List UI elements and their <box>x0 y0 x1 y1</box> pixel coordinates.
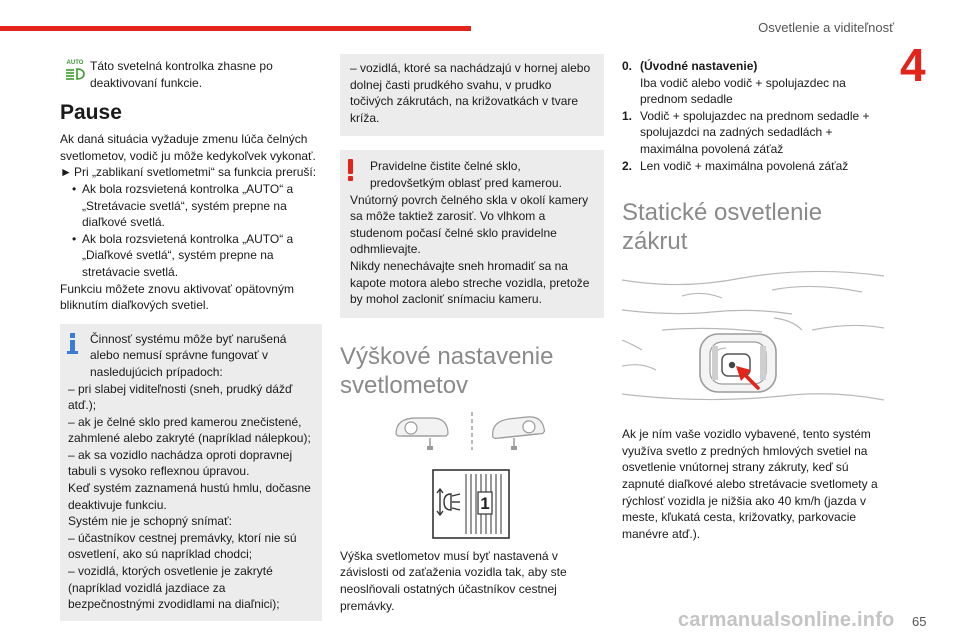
column-3 <box>622 58 890 542</box>
info-item-2: – ak je čelné sklo pred kamerou znečistené, zahmlené alebo zakryté (napríklad nálepkou); <box>68 414 311 446</box>
info-icon <box>66 333 79 355</box>
pause-bullet-2-text: Ak bola rozsvietená kontrolka „AUTO“ a „Diaľkové svetlá“, systém prepne na stretávacie svetlá. <box>82 231 294 279</box>
warning-lead: Pravidelne čistite čelné sklo, predovšetkým oblasť pred kamerou. <box>370 159 562 190</box>
pause-intro: Ak daná situácia vyžaduje zmenu lúča čelných svetlometov, vodič ju môže kedykoľvek vykonať. <box>60 132 316 163</box>
headlamp-leveling-heading: Výškové nastavenie svetlometov <box>340 342 554 399</box>
load-item-0-title: (Úvodné nastavenie) <box>640 59 758 73</box>
headlamp-leveling-illustration <box>340 412 604 540</box>
info-lead: Činnosť systému môže byť narušená alebo nemusí správne fungovať v nasledujúcich prípadoch: <box>90 331 287 379</box>
arrow-right-icon: ► <box>60 165 72 180</box>
load-item-1 <box>622 108 890 158</box>
info-item-6: – vozidlá, ktoré sa nachádzajú v hornej alebo dolnej časti prudkého svahu, v prudko točivých zákrutách, na križovatkách v tvare kríža. <box>350 61 591 125</box>
chapter-title: Osvetlenie a viditeľnosť <box>758 20 894 35</box>
pause-outro: Funkciu môžete znovu aktivovať opätovným bliknutím diaľkových svetiel. <box>60 281 294 313</box>
load-item-0-num: 0. <box>622 59 633 73</box>
pause-arrow-line <box>60 164 322 181</box>
info-item-5: – vozidlá, ktorých osvetlenie je zakryté (napríklad vozidlá jazdiace za bezpečnostnými zvodidlami na diaľnici); <box>68 564 280 612</box>
page-number: 65 <box>912 614 927 629</box>
car-loaded-icon <box>491 415 545 438</box>
load-item-0-text: Iba vodič alebo vodič + spolujazdec na prednom sedadle <box>640 75 846 107</box>
header-accent-bar <box>0 26 471 31</box>
auto-indicator-note <box>60 58 322 91</box>
load-item-2 <box>622 158 890 175</box>
info-item-3: – ak sa vozidlo nachádza oproti dopravnej tabuli s vysoko reflexnou úpravou. <box>68 447 293 479</box>
headlamp-leveling-symbol <box>437 489 460 515</box>
warning-exclamation-icon <box>348 159 354 181</box>
column-2 <box>340 58 604 614</box>
cornering-light-illustration <box>622 270 884 416</box>
info-item-4: – účastníkov cestnej premávky, ktorí nie sú osvetlení, ako sú napríklad chodci; <box>68 530 297 562</box>
chapter-number: 4 <box>900 39 926 91</box>
load-item-2-num: 2. <box>622 158 633 173</box>
watermark: carmanualsonline.info <box>678 609 895 631</box>
column-1 <box>60 58 322 621</box>
pause-bullet-1 <box>60 181 322 231</box>
static-cornering-heading: Statické osvetlenie zákrut <box>622 199 823 256</box>
pause-heading: Pause <box>60 101 122 125</box>
headlamp-leveling-diagram <box>340 412 604 540</box>
info-fog: Keď systém zaznamená hustú hmlu, dočasne deaktivuje funkciu. <box>68 481 311 512</box>
auto-icon-label: AUTO <box>66 60 84 66</box>
car-level-0-icon <box>396 418 448 436</box>
pause-bullet-2 <box>60 231 322 281</box>
warning-box <box>340 150 604 317</box>
load-item-2-text: Len vodič + maximálna povolená záťaž <box>640 158 849 173</box>
warning-text-3: Nikdy nenechávajte sneh hromadiť sa na kapote motora alebo streche vozidla, pretože by mohol zacloniť snímaciu kameru. <box>350 258 590 307</box>
info-not-detect: Systém nie je schopný snímať: <box>68 514 232 529</box>
static-cornering-text: Ak je ním vaše vozidlo vybavené, tento systém využíva svetlo z predných hmlových svetiel na osvetlenie vnútornej strany zákruty, keď sú zapnuté diaľkové alebo stretávacie svetlomety a rýchlosť vozidla je nižšia ako 40 km/h (jazda v meste, kľukatá cesta, križovatky, parkovacie manévre atď.). <box>622 427 878 541</box>
load-item-1-text: Vodič + spolujazdec na prednom sedadle + spolujazdci na zadných sedadlách + maximálna povolená záťaž <box>640 108 870 156</box>
headlamp-leveling-text: Výška svetlometov musí byť nastavená v závislosti od zaťaženia vozidla tak, aby ste neoslňovali ostatných účastníkov cestnej premávky. <box>340 548 567 613</box>
load-item-0 <box>622 58 890 108</box>
info-box <box>60 324 322 621</box>
warning-text-2: Vnútorný povrch čelného skla v okolí kamery sa môže taktiež zarosiť. Vo vlhkom a studenom počasí čelné sklo pravidelne odhmlievajte. <box>350 192 589 257</box>
auto-indicator-text: Táto svetelná kontrolka zhasne po deaktivovaní funkcie. <box>90 59 273 90</box>
info-item-1: – pri slabej viditeľnosti (sneh, prudký dážď atď.); <box>68 381 293 413</box>
info-box-continued <box>340 54 604 136</box>
bullet-icon: • <box>72 181 77 196</box>
load-item-1-num: 1. <box>622 108 633 123</box>
pause-arrow-text: Pri „zablikaní svetlometmi“ sa funkcia preruší: <box>74 165 317 180</box>
bullet-icon: • <box>72 231 77 246</box>
dial-position-label: 1 <box>480 493 490 513</box>
auto-high-beam-icon <box>62 60 88 80</box>
pause-bullet-1-text: Ak bola rozsvietená kontrolka „AUTO“ a „Stretávacie svetlá“, systém prepne na diaľkové svetlá. <box>82 181 294 230</box>
